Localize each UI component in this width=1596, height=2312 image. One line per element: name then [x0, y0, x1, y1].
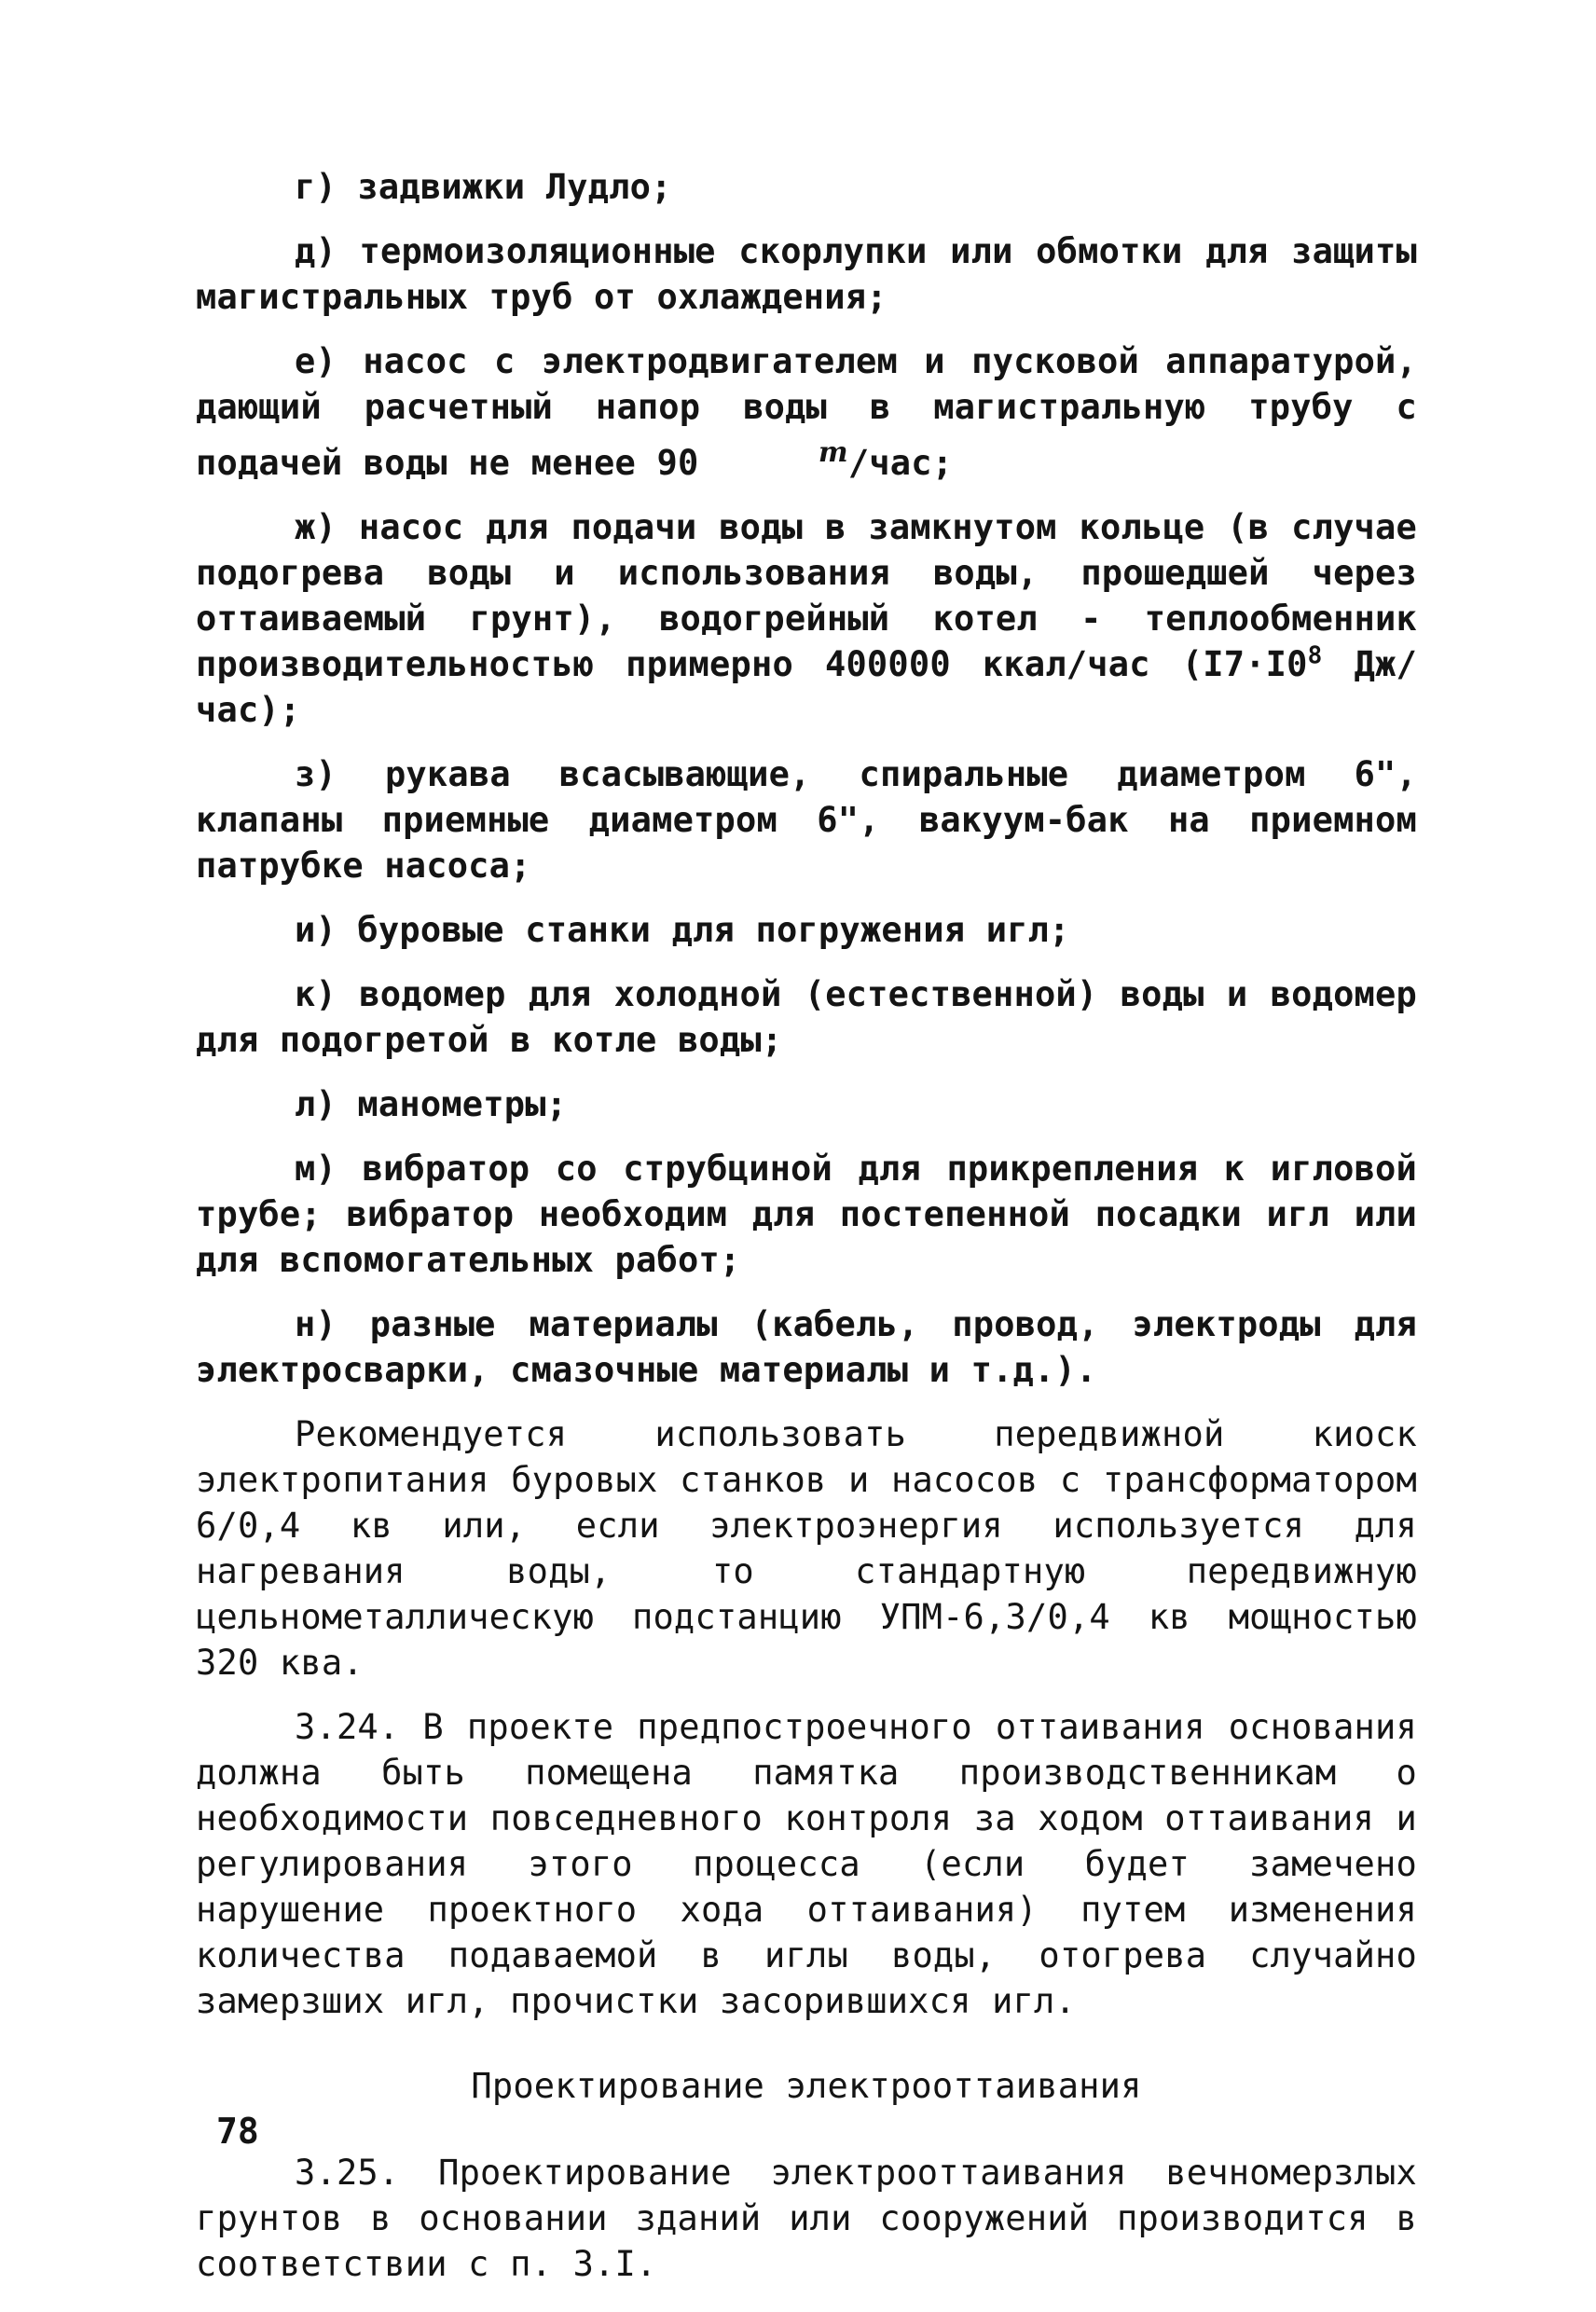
list-item-e-text: е) насос с электродвигателем и пусковой аппаратурой, дающий расчетный напор воды в магистральную трубу с подачей воды не менее 90	[196, 341, 1417, 483]
clause-3-24: 3.24. В проекте предпостроечного оттаивания основания должна быть помещена памятка производственникам о необходимости повседневного контроля за ходом оттаивания и регулирования этого процесса (если будет замечено нарушение проектного хода оттаивания) путем изменения количества подаваемой в иглы воды, отогрева случайно замерзших игл, прочистки засорившихся игл.	[196, 1707, 1417, 2021]
list-item-e-unit-tail: /час;	[847, 443, 954, 483]
list-item-zh-text: ж) насос для подачи воды в замкнутом кольце (в случае подогрева воды и использования воды, прошедшей через оттаиваемый грунт), водогрейный котел - теплообменник производительностью примерно 400000 ккал/час (I7·I0	[196, 507, 1417, 684]
list-item-e	[196, 338, 1417, 486]
recommendation-paragraph: Рекомендуется использовать передвижной киоск электропитания буровых станков и насосов с трансформатором 6/0,4 кв или, если электроэнергия используется для нагревания воды, то стандартную передвижную цельнометаллическую подстанцию УПМ-6,3/0,4 кв мощностью 320 ква.	[196, 1414, 1417, 1683]
list-item-n: н) разные материалы (кабель, провод, электроды для электросварки, смазочные материалы и т.д.).	[196, 1304, 1417, 1390]
list-item-l: л) манометры;	[295, 1084, 568, 1124]
list-item-i: и) буровые станки для погружения игл;	[295, 910, 1070, 950]
exponent: 8	[1307, 641, 1323, 670]
list-item-d: д) термоизоляционные скорлупки или обмотки для защиты магистральных труб от охлаждения;	[196, 231, 1417, 317]
page-number: 78	[216, 2111, 259, 2152]
list-item-zh	[196, 504, 1417, 733]
list-item-g: г) задвижки Лудло;	[295, 167, 672, 207]
list-item-z: з) рукава всасывающие, спиральные диаметром 6", клапаны приемные диаметром 6", вакуум-бак на приемном патрубке насоса;	[196, 754, 1417, 886]
section-heading: Проектирование электрооттаивания	[471, 2066, 1142, 2106]
unit-fraction: m	[818, 436, 848, 469]
clause-3-25: 3.25. Проектирование электрооттаивания вечномерзлых грунтов в основании зданий или сооружений производится в соответствии с п. 3.I.	[196, 2153, 1417, 2284]
list-item-zh-tail: Дж/час);	[196, 644, 1417, 730]
list-item-m: м) вибратор со струбциной для прикрепления к игловой трубе; вибратор необходим для постепенной посадки игл или для вспомогательных работ;	[196, 1149, 1417, 1280]
page-body	[196, 164, 1417, 2287]
list-item-k: к) водомер для холодной (естественной) воды и водомер для подогретой в котле воды;	[196, 974, 1417, 1060]
